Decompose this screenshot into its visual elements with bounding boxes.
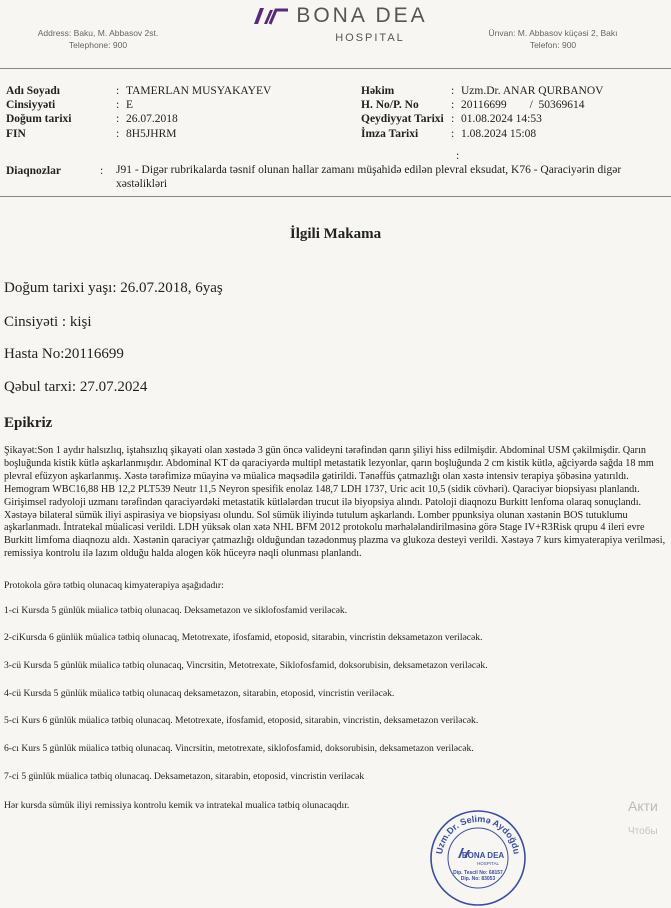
patient-info	[6, 84, 271, 141]
doctor-stamp-icon	[428, 808, 528, 908]
stamp-sub: HOSPITAL	[477, 861, 499, 866]
patient-label: FIN	[6, 127, 26, 140]
doctor-value: 01.08.2024 14:53	[461, 113, 542, 126]
doctor-label: Qeydiyyat Tarixi	[361, 113, 444, 126]
phone-az: Telefon: 900	[529, 40, 577, 50]
header-divider	[0, 68, 671, 69]
svg-text:Uzm.Dr. Selimə Aydoğdu	[434, 814, 522, 855]
logo-mark-icon	[252, 6, 290, 26]
stamp-brand: BONA DEA	[461, 851, 505, 860]
doctor-label: H. No/P. No	[361, 99, 419, 112]
patient-row: Cinsiyyəti : E	[6, 99, 134, 112]
empty-field-colon: :	[456, 150, 460, 162]
fact-hospital-no: Hasta No:20116699	[4, 346, 124, 362]
patient-row: Doğum tarixi : 26.07.2018	[6, 113, 178, 126]
course-item: 2-ciKursda 6 günlük müalicə tətbiq olunacaq, Metotrexate, ifosfamid, etoposid, sitarabin, vincristin deksametazon veriləcək.	[4, 632, 483, 643]
os-activation-watermark: Акти	[628, 798, 658, 814]
stamp-line1: Dip. Tescil No: 68157	[453, 870, 503, 876]
hospital-logo	[240, 4, 440, 44]
patient-label: Doğum tarixi	[6, 113, 72, 126]
course-item: 5-ci Kurs 6 günlük müalicə tətbiq olunacaq. Metotrexate, ifosfamid, etoposid, sitarabin, vincristin, deksametazon veriləcək.	[4, 715, 479, 726]
section-title: Epikriz	[4, 415, 53, 431]
phone-en: Telephone: 900	[68, 40, 128, 50]
header-left-address	[28, 27, 168, 51]
os-activation-watermark-sub: Чтобы	[628, 826, 658, 837]
course-item: 6-cı Kurs 5 günlük müalicə tətbiq olunacaq. Vincrsitin, metotrexate, siklofosfamid, doksorubisin, deksametazon veriləcək.	[4, 743, 474, 754]
patient-label: Cinsiyyəti	[6, 99, 56, 112]
document-title: İlgili Makama	[289, 226, 382, 242]
course-item: 3-cü Kursda 5 günlük müalicə tətbiq olunacaq, Vincrsitin, Metotrexate, Siklofosfamid, doksorubisin, deksametazon veriləcək.	[4, 660, 488, 671]
doctor-row: İmza Tarixi : 1.08.2024 15:08	[361, 127, 537, 140]
protocol-intro: Protokola görə tətbiq olunacaq kimyaterapiya aşağıdadır:	[4, 580, 224, 591]
doctor-label: İmza Tarixi	[361, 127, 419, 140]
fact-birth-age: Doğum tarixi yaşı: 26.07.2018, 6yaş	[4, 280, 223, 296]
course-item: 4-cü Kursda 5 günlük müalicə tətbiq olunacaq deksametazon, sitarabin, etoposid, vincristin veriləcək.	[4, 688, 395, 699]
doctor-value: 20116699 / 50369614	[461, 99, 585, 112]
course-item: 1-ci Kursda 5 günlük müalicə tətbiq olunacaq. Deksametazon ve siklofosfamid veriləcək.	[4, 605, 348, 616]
doctor-value: Uzm.Dr. ANAR QURBANOV	[461, 85, 604, 97]
patient-value: 26.07.2018	[126, 113, 178, 126]
info-divider	[0, 196, 671, 197]
patient-row: Adı Soyadı : TAMERLAN MUSYAKAYEV	[6, 85, 272, 97]
doctor-row: Qeydiyyat Tarixi : 01.08.2024 14:53	[361, 113, 542, 126]
logo-brand-text: BONA DEA	[296, 4, 428, 27]
patient-value: TAMERLAN MUSYAKAYEV	[126, 85, 272, 97]
address-en: Address: Baku, M. Abbasov 2st.	[37, 28, 159, 38]
epikriz-paragraph: Şikayət:Son 1 aydır halsızlıq, iştahsızlıq şikayəti olan xəstədə 3 gün öncə valideyni tərəfindən qarın şiliyi hiss edilmişdir. Abdominal USM çəkilmişdir. Qarın boşluğunda kistik kütlə aşkarlanmışdır. Abdominal KT də qaraciyərdə multipl metastatik lezyonlar, qarın boşluğunda 2 cm kistik kütlə, ağciyərdə sağda 18 mm plevral efüzyon aşkarlanmış. Xəstə tərəfimizə müayinə və müalicə məqsədilə gətirildi. Tənəffüs çatmazlığı olan xəstə intensiv terapiya şöbəsinə yatırıldı. Hemogram WBC16,88 HB 12,2 PLT539 Neutr 11,5 Neyron spesifik enolaz 148,7 LDH 1737, Uric acit 10,5 (sidik cövhəri). Qaraciyər biopsiyası planlandı. Girişimsel radyoloji uzmanı tərəfindən qaraciyərdəki metastatik kütlələrdən trucut ilə biyopsiya alındı. Patoloji diaqnozu Burkitt lenfoma olaraq sonuçlandı. Xəstəyə bilateral sümük iliyi aspirasiya ve biopsiyası olundu. Sol sümük iliyində tutulum aşkarlandı. Lomber ppunksiya olunan xəstənin BOS tutuklumu aşkarlanmadı. İntratekal müalicəsi verildi. LDH yüksək olan xətə NHL BFM 2012 protokolu mərhələlandirilməsinə görə Stage IV+R3Risk qrupu 4 ileri evre Burkitt limfoma diaqnozu aldı. Xəstənin qaraciyər çatmazlığı olduğundan təzədonmuş plazma və glukoza desteyi verildi. Xəstəyə 7 kurs kimyaterapiya verilməsi, remissiya kontrolu ilə lazım olduğu halda alogen kök hüceyrə nəqli olunması planlandı.	[4, 445, 666, 560]
course-item: 7-ci 5 günlük müalicə tətbiq olunacaq. Deksametazon, sitarabin, etoposid, vincristin veriləcək	[4, 771, 365, 782]
doctor-value: 1.08.2024 15:08	[461, 127, 537, 140]
doctor-row: Həkim : Uzm.Dr. ANAR QURBANOV	[361, 85, 604, 97]
fact-admission-date: Qəbul tarxi: 27.07.2024	[4, 379, 148, 395]
diagnosis-colon: :	[100, 165, 104, 177]
patient-label: Adı Soyadı	[6, 85, 61, 97]
doctor-row: H. No/P. No : 20116699 / 50369614	[361, 99, 585, 112]
fact-gender: Cinsiyəti : kişi	[4, 314, 92, 330]
doctor-label: Həkim	[361, 85, 395, 97]
patient-value: 8H5JHRM	[126, 127, 177, 140]
patient-row: FIN : 8H5JHRM	[6, 127, 177, 140]
diagnosis-label: Diaqnozlar	[6, 165, 61, 177]
logo-subtitle: HOSPITAL	[335, 32, 405, 44]
stamp-line2: Dip. No: 83053	[460, 876, 496, 882]
header-right-address	[473, 27, 633, 51]
address-az: Ünvan: M. Abbasov küçəsi 2, Bakı	[488, 28, 618, 38]
stamp-doctor-name: Uzm.Dr. Selimə Aydoğdu	[434, 813, 522, 855]
closing-note: Hər kursda sümük iliyi remissiya kontrolu kemik və intratekal mualicə tətbiq olunacaqdır.	[4, 800, 350, 811]
doctor-info	[361, 84, 603, 141]
patient-value: E	[126, 99, 134, 112]
diagnosis-value: J91 - Digər rubrikalarda təsnif olunan hallar zamanı müşahidə edilən plevral eksudat, K76 - Qaraciyərin digər xəstəlikləri	[116, 164, 622, 190]
